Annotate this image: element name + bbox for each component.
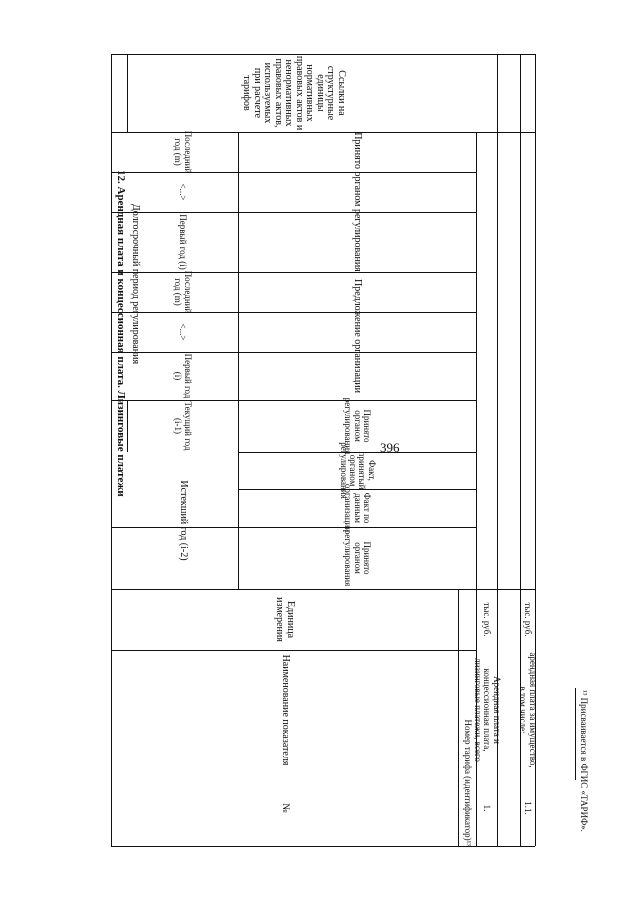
header-last-year-accepted: Последний год (m) xyxy=(173,130,193,174)
header-name: Наименование показателя xyxy=(279,654,291,766)
row-1-unit: тыс. руб. xyxy=(482,602,493,637)
header-first-year-accepted: Первый год (i) xyxy=(178,214,189,270)
header-past-year: Истекший год (i-2) xyxy=(177,480,189,561)
header-dots-proposal: <...> xyxy=(178,323,189,341)
footnote: ¹³ Присваивается в ФГИС «ТАРИФ». xyxy=(579,690,589,832)
page-number: 396 xyxy=(380,440,400,455)
row-2-num: 1.1. xyxy=(523,801,534,815)
header-accepted: Принято органом регулирования xyxy=(352,132,364,272)
header-dots-accepted: <...> xyxy=(178,183,189,201)
header-past-fact-reg: Факт, принятый органом регулирования xyxy=(338,442,377,499)
header-past-org: Факт по данным организации xyxy=(343,483,373,533)
header-current-year: Текущий год (i-1) xyxy=(173,401,193,451)
row-1-name: Арендная плата и концессионная плата, лизинговые платежи, всего xyxy=(472,658,502,762)
header-links: Ссылки на структурные единицы нормативных правовых актов и ненормативных правовых актов, используемых при расчете тарифов xyxy=(241,55,347,131)
row-1-num: 1. xyxy=(482,804,493,812)
header-num: № xyxy=(279,803,291,813)
header-first-year-proposal: Первый год (i) xyxy=(173,353,193,399)
row-2-unit: тыс. руб. xyxy=(523,602,534,637)
header-current-reg: Принято органом регулирования xyxy=(343,397,373,455)
header-last-year-proposal: Последний год (m) xyxy=(173,270,193,314)
header-past-reg: Принято органом регулирования xyxy=(343,529,373,587)
row-2-name: арендная плата за имущество, в том числе: xyxy=(518,652,538,768)
header-unit: Единица измерения xyxy=(274,597,296,642)
header-long-term: Долгосрочный период регулирования xyxy=(129,203,141,365)
header-proposal: Предложение организации xyxy=(352,279,364,393)
tariff-row-label: Номер тарифа (идентификатор)¹³ xyxy=(463,719,473,846)
section-title: 12. Арендная плата и концессионная плата. Лизинговые платежи xyxy=(115,170,127,497)
